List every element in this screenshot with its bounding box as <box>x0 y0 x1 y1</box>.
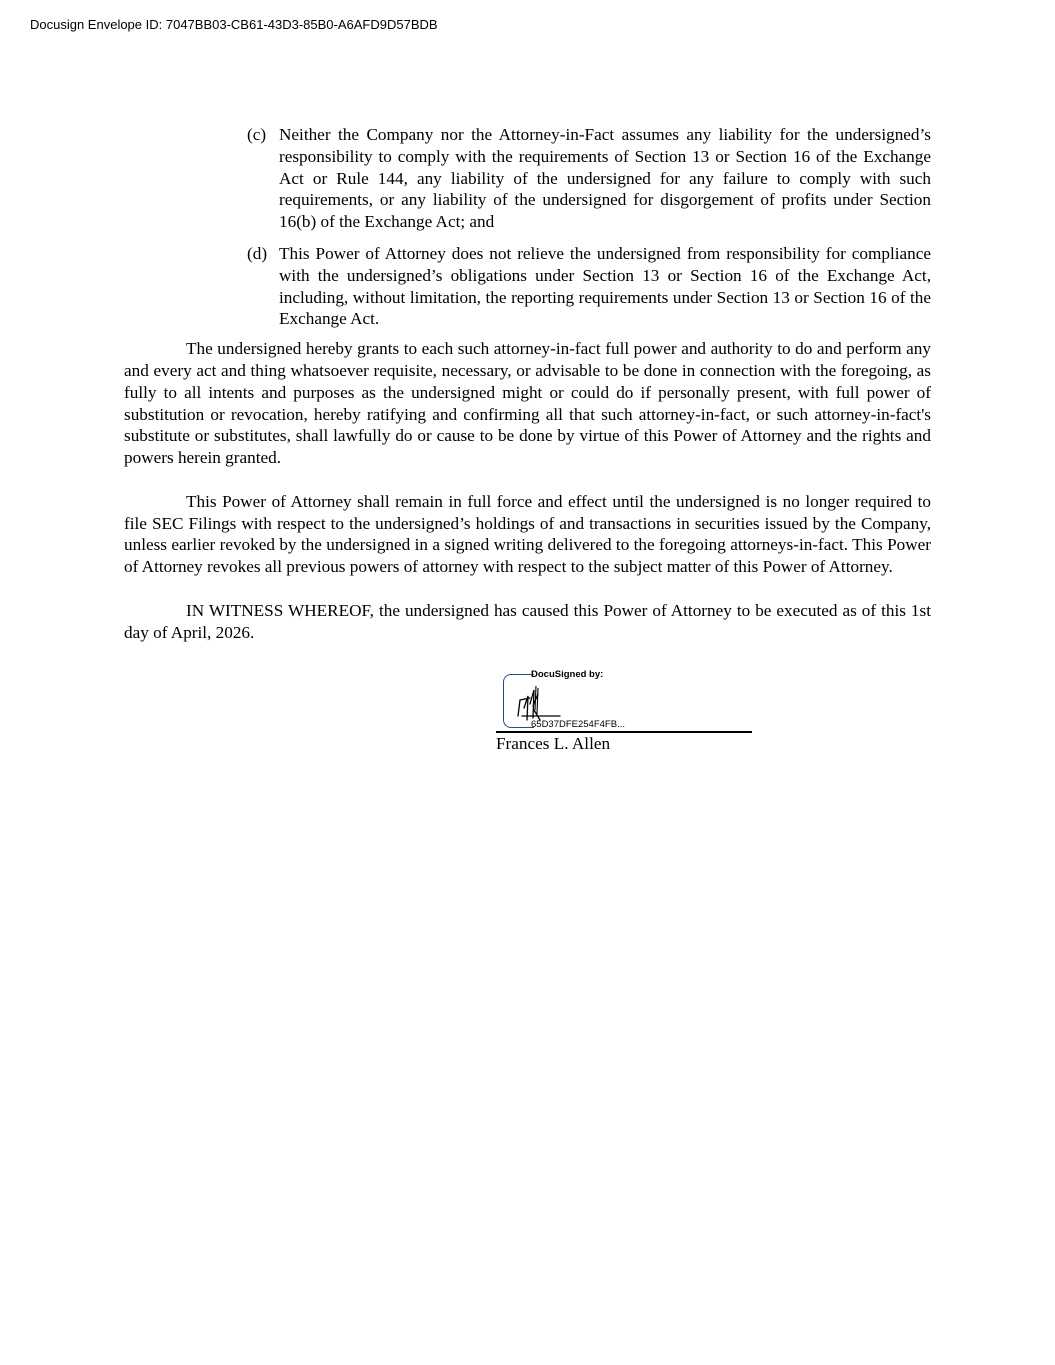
docusigned-by-label: DocuSigned by: <box>531 669 604 680</box>
clause-label: (c) <box>247 125 267 144</box>
signature-line <box>496 731 752 733</box>
signature-block <box>496 669 754 760</box>
signer-name: Frances L. Allen <box>496 734 611 753</box>
clause-d <box>247 243 931 330</box>
duration-paragraph: This Power of Attorney shall remain in full force and effect until the undersigned is no longer required to file SEC Filings with respect to the undersigned’s holdings of and transactions in securities issued by the Company, unless earlier revoked by the undersigned in a signed writing delivered to the foregoing attorneys-in-fact. This Power of Attorney revokes all previous powers of attorney with respect to the subject matter of this Power of Attorney. <box>124 491 931 577</box>
clause-text: This Power of Attorney does not relieve the undersigned from responsibility for compliance with the undersigned’s obligations under Section 13 or Section 16 of the Exchange Act, including, without limitation, the reporting requirements under Section 13 or Section 16 of the Exchange Act. <box>279 243 931 329</box>
clause-c <box>247 124 931 233</box>
clause-text: Neither the Company nor the Attorney-in-Fact assumes any liability for the undersigned’s responsibility to comply with the requirements of Section 13 or Section 16 of the Exchange Act or Rule 144, any liability of the undersigned for any failure to comply with such requirements, or any liability of the undersigned for disgorgement of profits under Section 16(b) of the Exchange Act; and <box>279 125 931 232</box>
clause-label: (d) <box>247 243 268 263</box>
document-body <box>124 124 931 665</box>
witness-paragraph: IN WITNESS WHEREOF, the undersigned has caused this Power of Attorney to be executed as of this 1st day of April, 2026. <box>124 600 931 642</box>
envelope-id: Docusign Envelope ID: 7047BB03-CB61-43D3-85B0-A6AFD9D57BDB <box>30 17 438 32</box>
signature-id: 65D37DFE254F4FB... <box>531 719 625 730</box>
grant-paragraph: The undersigned hereby grants to each such attorney-in-fact full power and authority to do and perform any and every act and thing whatsoever requisite, necessary, or advisable to be done in connection with the foregoing, as fully to all intents and purposes as the undersigned might or could do if personally present, with full power of substitution or revocation, hereby ratifying and confirming all that such attorney-in-fact, or such attorney-in-fact's substitute or substitutes, shall lawfully do or cause to be done by virtue of this Power of Attorney and the rights and powers herein granted. <box>124 339 931 468</box>
